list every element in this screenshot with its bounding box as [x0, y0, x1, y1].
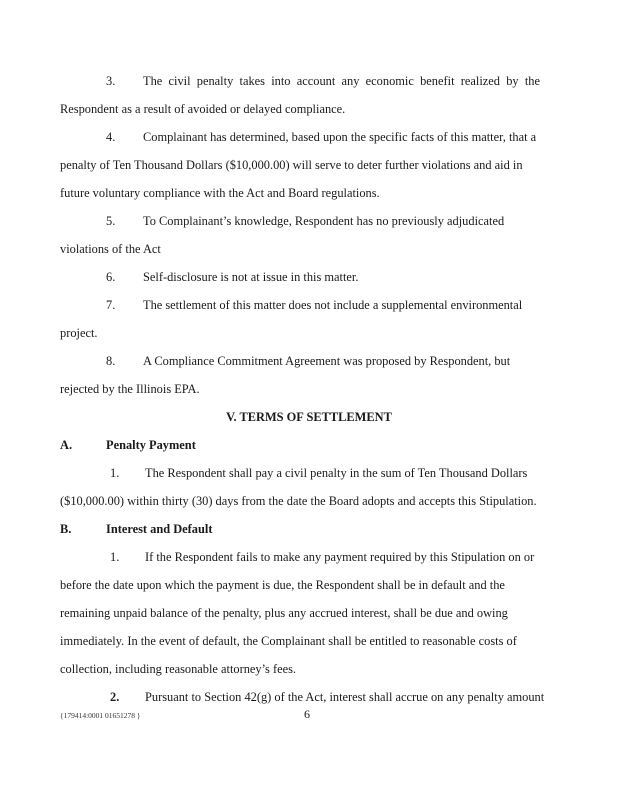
paragraph-7-number: 7.: [106, 298, 116, 312]
paragraph-8-number: 8.: [106, 354, 116, 368]
paragraph-3-line-2: Respondent as a result of avoided or delayed compliance.: [60, 102, 346, 116]
section-b-paragraph-1-line-4: immediately. In the event of default, the Complainant shall be entitled to reasonable costs of: [60, 634, 517, 648]
paragraph-5-line-1: To Complainant’s knowledge, Respondent has no previously adjudicated: [143, 214, 505, 228]
section-b-paragraph-1-number: 1.: [110, 550, 120, 564]
section-b-paragraph-2-number: 2.: [110, 690, 120, 704]
paragraph-4-line-2: penalty of Ten Thousand Dollars ($10,000.00) will serve to deter further violations and aid in: [60, 158, 523, 172]
paragraph-3-number: 3.: [106, 74, 116, 88]
paragraph-4-line-1: Complainant has determined, based upon the specific facts of this matter, that a: [143, 130, 537, 144]
section-b-letter: B.: [60, 522, 72, 536]
section-b-paragraph-1-line-3: remaining unpaid balance of the penalty, plus any accrued interest, shall be due and owing: [60, 606, 508, 620]
section-a-paragraph-1-line-1: The Respondent shall pay a civil penalty in the sum of Ten Thousand Dollars: [145, 466, 528, 480]
paragraph-8-line-2: rejected by the Illinois EPA.: [60, 382, 200, 396]
section-b-paragraph-1-line-1: If the Respondent fails to make any payment required by this Stipulation on or: [145, 550, 535, 564]
paragraph-7-line-1: The settlement of this matter does not include a supplemental environmental: [143, 298, 523, 312]
section-a-title: Penalty Payment: [106, 438, 196, 452]
paragraph-5-number: 5.: [106, 214, 116, 228]
section-b-title: Interest and Default: [106, 522, 213, 536]
paragraph-6-number: 6.: [106, 270, 116, 284]
section-a-paragraph-1-line-2: ($10,000.00) within thirty (30) days from the date the Board adopts and accepts this Stipulation.: [60, 494, 537, 508]
paragraph-4-number: 4.: [106, 130, 116, 144]
paragraph-7-line-2: project.: [60, 326, 98, 340]
section-a-letter: A.: [60, 438, 73, 452]
paragraph-5-line-2: violations of the Act: [60, 242, 161, 256]
document-id: {179414:0001 01651278 }: [60, 711, 141, 720]
paragraph-8-line-1: A Compliance Commitment Agreement was proposed by Respondent, but: [143, 354, 511, 368]
section-b-paragraph-1-line-5: collection, including reasonable attorney’s fees.: [60, 662, 297, 676]
section-a-paragraph-1-number: 1.: [110, 466, 120, 480]
paragraph-3-line-1: The civil penalty takes into account any economic benefit realized by the: [143, 74, 540, 88]
page-number: 6: [304, 707, 310, 721]
section-b-paragraph-1-line-2: before the date upon which the payment is due, the Respondent shall be in default and the: [60, 578, 505, 592]
section-title: V. TERMS OF SETTLEMENT: [226, 410, 392, 424]
paragraph-6-line-1: Self-disclosure is not at issue in this matter.: [143, 270, 359, 284]
section-b-paragraph-2-line-1: Pursuant to Section 42(g) of the Act, interest shall accrue on any penalty amount: [145, 690, 545, 704]
paragraph-4-line-3: future voluntary compliance with the Act and Board regulations.: [60, 186, 380, 200]
